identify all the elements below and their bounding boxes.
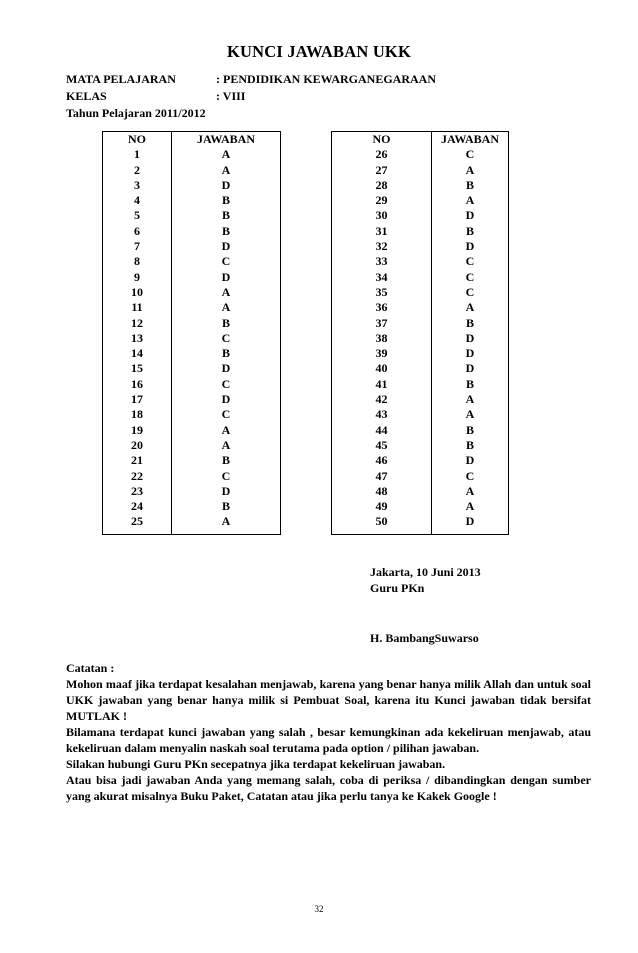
question-number: 37 — [332, 316, 432, 331]
table-row — [103, 300, 281, 315]
answer-letter: B — [172, 316, 281, 331]
table-row — [103, 239, 281, 254]
question-number: 11 — [103, 300, 172, 315]
question-number: 50 — [332, 514, 432, 535]
question-number: 49 — [332, 499, 432, 514]
table-row — [332, 438, 509, 453]
signature-name: H. BambangSuwarso — [370, 631, 479, 645]
answer-letter: B — [172, 224, 281, 239]
table-row — [332, 193, 509, 208]
question-number: 15 — [103, 361, 172, 376]
answer-letter: B — [432, 377, 509, 392]
answer-letter: B — [432, 423, 509, 438]
answer-letter: A — [172, 147, 281, 162]
table-row — [103, 178, 281, 193]
answer-letter: D — [432, 453, 509, 468]
answer-letter: A — [432, 193, 509, 208]
answer-letter: A — [432, 499, 509, 514]
question-number: 6 — [103, 224, 172, 239]
notes-line: Atau bisa jadi jawaban Anda yang memang salah, coba di periksa / dibandingkan dengan sumber yang akurat misalnya Buku Paket, Catatan atau jika perlu tanya ke Kakek Google ! — [66, 773, 591, 803]
answer-letter: A — [432, 484, 509, 499]
table-row — [103, 453, 281, 468]
answer-letter: A — [172, 163, 281, 178]
answer-letter: C — [432, 285, 509, 300]
subject-label: MATA PELAJARAN — [66, 72, 176, 86]
answer-letter: B — [432, 438, 509, 453]
notes-line: Silakan hubungi Guru PKn secepatnya jika terdapat kekeliruan jawaban. — [66, 757, 446, 771]
answer-letter: D — [432, 361, 509, 376]
answer-letter: D — [432, 208, 509, 223]
question-number: 7 — [103, 239, 172, 254]
answer-letter: C — [172, 407, 281, 422]
question-number: 32 — [332, 239, 432, 254]
table-row — [103, 423, 281, 438]
table-row — [103, 193, 281, 208]
answer-table-right — [331, 131, 509, 535]
question-number: 33 — [332, 254, 432, 269]
question-number: 43 — [332, 407, 432, 422]
answer-letter: A — [432, 392, 509, 407]
table-row — [103, 361, 281, 376]
table-row — [103, 499, 281, 514]
answer-letter: C — [172, 331, 281, 346]
page-title: KUNCI JAWABAN UKK — [227, 42, 411, 61]
notes-heading: Catatan : — [66, 661, 115, 675]
table-row — [332, 254, 509, 269]
table-row — [332, 377, 509, 392]
notes-line: Bilamana terdapat kunci jawaban yang salah , besar kemungkinan ada kekeliruan menjawab, atau kekeliruan dalam menyalin naskah soal terutama pada option / pilihan jawaban. — [66, 725, 591, 755]
table-row — [332, 208, 509, 223]
answer-letter: D — [432, 346, 509, 361]
answer-letter: C — [172, 469, 281, 484]
school-year: Tahun Pelajaran 2011/2012 — [66, 106, 206, 120]
table-row — [332, 224, 509, 239]
table-row — [103, 438, 281, 453]
question-number: 1 — [103, 147, 172, 162]
question-number: 34 — [332, 270, 432, 285]
table-row — [103, 224, 281, 239]
answer-letter: A — [172, 514, 281, 535]
table-header-row — [332, 132, 509, 148]
table-row — [103, 254, 281, 269]
class-row — [66, 89, 246, 104]
question-number: 22 — [103, 469, 172, 484]
table-row — [103, 469, 281, 484]
question-number: 13 — [103, 331, 172, 346]
question-number: 31 — [332, 224, 432, 239]
answer-letter: B — [432, 178, 509, 193]
question-number: 25 — [103, 514, 172, 535]
answer-letter: B — [432, 224, 509, 239]
table-row — [332, 423, 509, 438]
answer-letter: C — [432, 147, 509, 162]
page-number: 32 — [314, 904, 324, 914]
table-header-row — [103, 132, 281, 148]
question-number: 29 — [332, 193, 432, 208]
question-number: 28 — [332, 178, 432, 193]
table-row — [103, 407, 281, 422]
question-number: 23 — [103, 484, 172, 499]
question-number: 19 — [103, 423, 172, 438]
table-row — [332, 270, 509, 285]
answer-letter: D — [172, 392, 281, 407]
answer-letter: C — [172, 254, 281, 269]
answer-letter: B — [172, 193, 281, 208]
table-row — [103, 208, 281, 223]
table-row — [332, 453, 509, 468]
table-row — [332, 346, 509, 361]
answer-letter: D — [432, 514, 509, 535]
table-row — [103, 163, 281, 178]
answer-letter: D — [172, 239, 281, 254]
question-number: 8 — [103, 254, 172, 269]
answer-letter: D — [172, 484, 281, 499]
answer-letter: D — [172, 361, 281, 376]
table-row — [103, 392, 281, 407]
answer-letter: B — [172, 346, 281, 361]
question-number: 39 — [332, 346, 432, 361]
answer-letter: D — [172, 270, 281, 285]
answer-table-left — [102, 131, 281, 535]
question-number: 17 — [103, 392, 172, 407]
question-number: 47 — [332, 469, 432, 484]
table-row — [332, 469, 509, 484]
question-number: 46 — [332, 453, 432, 468]
header-answer: JAWABAN — [432, 132, 509, 148]
question-number: 4 — [103, 193, 172, 208]
header-no: NO — [103, 132, 172, 148]
answer-letter: B — [172, 208, 281, 223]
table-row — [103, 331, 281, 346]
table-row — [332, 178, 509, 193]
answer-letter: A — [432, 407, 509, 422]
answer-letter: A — [172, 300, 281, 315]
question-number: 41 — [332, 377, 432, 392]
question-number: 18 — [103, 407, 172, 422]
answer-letter: A — [172, 438, 281, 453]
subject-value: : PENDIDIKAN KEWARGANEGARAAN — [216, 72, 437, 86]
question-number: 27 — [332, 163, 432, 178]
question-number: 44 — [332, 423, 432, 438]
question-number: 5 — [103, 208, 172, 223]
question-number: 26 — [332, 147, 432, 162]
question-number: 24 — [103, 499, 172, 514]
subject-row — [66, 72, 437, 87]
question-number: 42 — [332, 392, 432, 407]
table-row — [332, 514, 509, 535]
answer-letter: A — [172, 423, 281, 438]
answer-letter: A — [172, 285, 281, 300]
answer-letter: B — [172, 453, 281, 468]
answer-letter: A — [432, 163, 509, 178]
table-row — [332, 163, 509, 178]
question-number: 10 — [103, 285, 172, 300]
table-row — [332, 239, 509, 254]
question-number: 48 — [332, 484, 432, 499]
question-number: 21 — [103, 453, 172, 468]
question-number: 45 — [332, 438, 432, 453]
table-row — [332, 361, 509, 376]
table-row — [332, 300, 509, 315]
question-number: 20 — [103, 438, 172, 453]
question-number: 3 — [103, 178, 172, 193]
answer-letter: D — [172, 178, 281, 193]
class-label: KELAS — [66, 89, 107, 103]
question-number: 36 — [332, 300, 432, 315]
question-number: 2 — [103, 163, 172, 178]
table-row — [332, 285, 509, 300]
table-row — [103, 346, 281, 361]
signature-role: Guru PKn — [370, 581, 425, 595]
answer-letter: C — [432, 254, 509, 269]
answer-letter: D — [432, 239, 509, 254]
answer-letter: B — [432, 316, 509, 331]
table-row — [332, 499, 509, 514]
table-row — [332, 407, 509, 422]
table-row — [332, 392, 509, 407]
table-row — [103, 316, 281, 331]
question-number: 16 — [103, 377, 172, 392]
table-row — [103, 377, 281, 392]
question-number: 30 — [332, 208, 432, 223]
table-row — [332, 316, 509, 331]
table-row — [332, 147, 509, 162]
notes-line: Mohon maaf jika terdapat kesalahan menjawab, karena yang benar hanya milik Allah dan untuk soal UKK jawaban yang benar hanya milik si Pembuat Soal, karena itu Kunci jawaban tidak bersifat MUTLAK ! — [66, 677, 591, 723]
answer-letter: C — [432, 469, 509, 484]
answer-letter: D — [432, 331, 509, 346]
answer-letter: A — [432, 300, 509, 315]
answer-letter: B — [172, 499, 281, 514]
question-number: 40 — [332, 361, 432, 376]
table-row — [332, 331, 509, 346]
question-number: 9 — [103, 270, 172, 285]
header-answer: JAWABAN — [172, 132, 281, 148]
answer-letter: C — [432, 270, 509, 285]
table-row — [103, 147, 281, 162]
question-number: 14 — [103, 346, 172, 361]
question-number: 35 — [332, 285, 432, 300]
answer-letter: C — [172, 377, 281, 392]
class-value: : VIII — [216, 89, 246, 103]
table-row — [332, 484, 509, 499]
question-number: 12 — [103, 316, 172, 331]
table-row — [103, 285, 281, 300]
notes-section — [66, 660, 591, 804]
table-row — [103, 484, 281, 499]
question-number: 38 — [332, 331, 432, 346]
table-row — [103, 270, 281, 285]
header-no: NO — [332, 132, 432, 148]
signature-place-date: Jakarta, 10 Juni 2013 — [370, 565, 481, 579]
table-row — [103, 514, 281, 535]
